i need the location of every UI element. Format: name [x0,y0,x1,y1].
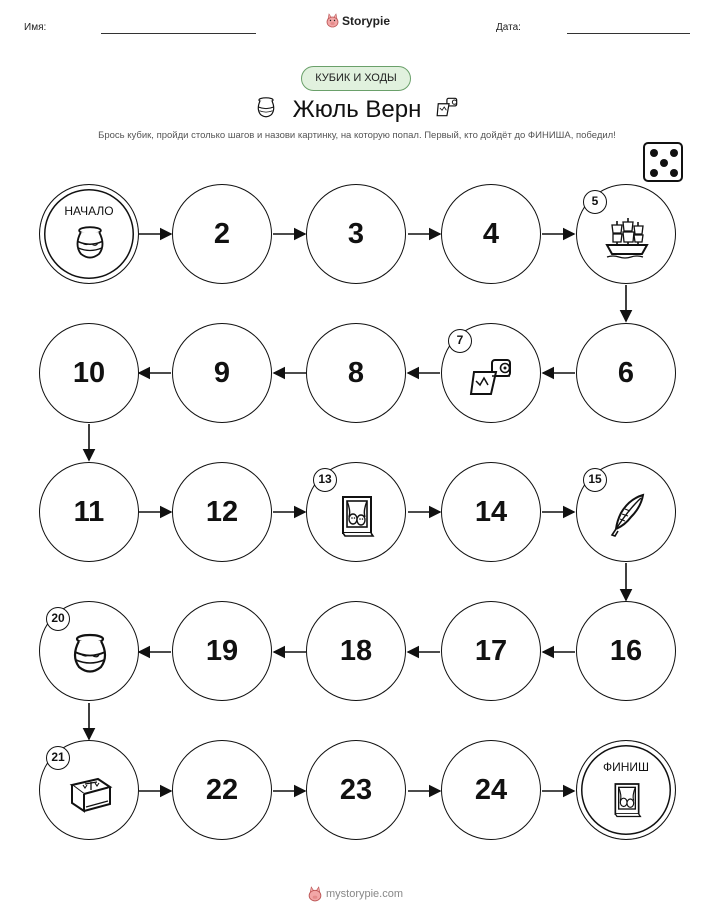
cell-15[interactable] [576,462,676,562]
quill-icon [603,491,651,539]
pot-icon [66,630,114,678]
pot-icon [70,223,110,263]
cell-2[interactable] [172,184,272,284]
instructions: Брось кубик, пройди столько шагов и назови картинку, на которую попал. Первый, кто дойдёт до ФИНИША, победил! [98,130,616,141]
start-label: НАЧАЛО [64,204,114,218]
cell-number: 9 [213,356,231,389]
cell-badge: 5 [583,190,607,214]
game-type-tag: КУБИК И ХОДЫ [301,66,411,91]
footer-url[interactable]: mystorypie.com [326,888,404,900]
cell-badge: 15 [583,468,607,492]
theatre-book-icon [607,779,647,819]
telegraph-icon [468,352,516,400]
cell-number: 19 [205,634,239,667]
cell-24[interactable] [441,740,541,840]
cell-badge: 20 [46,607,70,631]
cell-13[interactable] [306,462,406,562]
cell-finish[interactable] [576,740,676,840]
finish-label: ФИНИШ [602,760,650,774]
cell-3[interactable] [306,184,406,284]
theatre-book-icon [333,491,381,539]
cell-20[interactable] [39,601,139,701]
cell-number: 8 [347,356,365,389]
cell-14[interactable] [441,462,541,562]
cell-number: 16 [609,634,643,667]
cell-21[interactable] [39,740,139,840]
storypie-pig-logo-icon [308,886,322,902]
cell-22[interactable] [172,740,272,840]
brand-name: Storypie [342,13,391,28]
ship-icon [603,213,651,261]
cell-16[interactable] [576,601,676,701]
cell-number: 24 [474,773,508,806]
cell-8[interactable] [306,323,406,423]
cell-number: 10 [72,356,106,389]
cell-number: 4 [482,217,500,250]
footer [308,886,403,902]
cell-number: 3 [347,217,365,250]
law-book-icon [66,769,114,817]
cell-5[interactable] [576,184,676,284]
cell-number: 18 [339,634,373,667]
cell-number: 22 [205,773,239,806]
date-label: Дата: [496,22,521,33]
cell-10[interactable] [39,323,139,423]
cell-12[interactable] [172,462,272,562]
cell-11[interactable] [39,462,139,562]
cell-number: 2 [213,217,231,250]
cell-4[interactable] [441,184,541,284]
cell-number: 17 [474,634,508,667]
cell-18[interactable] [306,601,406,701]
cell-7[interactable] [441,323,541,423]
cell-badge: 13 [313,468,337,492]
cell-number: 23 [339,773,373,806]
title-text: Жюль Верн [292,96,422,123]
cell-number: 11 [73,495,105,528]
name-label: Имя: [24,22,47,33]
cell-start[interactable] [39,184,139,284]
cell-23[interactable] [306,740,406,840]
cell-badge: 21 [46,746,70,770]
cell-9[interactable] [172,323,272,423]
cell-19[interactable] [172,601,272,701]
cell-6[interactable] [576,323,676,423]
cell-number: 6 [617,356,635,389]
cell-badge: 7 [448,329,472,353]
cell-17[interactable] [441,601,541,701]
cell-number: 12 [205,495,239,528]
cell-number: 14 [474,495,508,528]
